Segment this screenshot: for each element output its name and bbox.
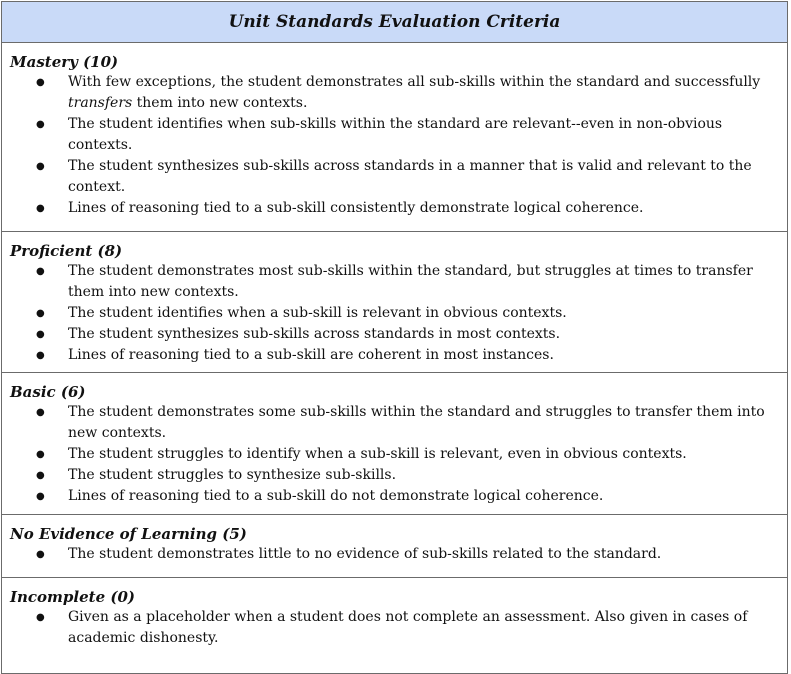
title-row bbox=[2, 2, 787, 43]
criteria-list-mastery bbox=[10, 72, 779, 219]
table-title: Unit Standards Evaluation Criteria bbox=[228, 12, 561, 32]
section-heading-no-evidence: No Evidence of Learning (5) bbox=[10, 525, 247, 543]
section-proficient bbox=[2, 232, 787, 373]
criterion-item: ● The student identifies when a sub-skill is relevant in obvious contexts. bbox=[10, 303, 779, 324]
criterion-item: ● The student synthesizes sub-skills across standards in a manner that is valid and relevant to the context. bbox=[10, 156, 779, 198]
criterion-item bbox=[10, 72, 779, 114]
rubric-table bbox=[1, 1, 788, 674]
criterion-item: ● Given as a placeholder when a student does not complete an assessment. Also given in cases of academic dishonesty. bbox=[10, 607, 779, 649]
section-no-evidence bbox=[2, 515, 787, 578]
section-heading-incomplete: Incomplete (0) bbox=[10, 588, 135, 606]
criterion-text-emphasis: transfers bbox=[68, 95, 133, 111]
criterion-item: ● The student demonstrates some sub-skills within the standard and struggles to transfer them into new contexts. bbox=[10, 402, 779, 444]
criterion-item: ● The student struggles to identify when a sub-skill is relevant, even in obvious contexts. bbox=[10, 444, 779, 465]
criterion-item: ● The student synthesizes sub-skills across standards in most contexts. bbox=[10, 324, 779, 345]
section-incomplete bbox=[2, 578, 787, 673]
section-heading-mastery: Mastery (10) bbox=[10, 53, 119, 71]
section-heading-basic: Basic (6) bbox=[10, 383, 86, 401]
criterion-item: ● The student struggles to synthesize sub-skills. bbox=[10, 465, 779, 486]
criterion-item: ● The student identifies when sub-skills within the standard are relevant--even in non-obvious contexts. bbox=[10, 114, 779, 156]
criteria-list-incomplete bbox=[10, 607, 779, 649]
criterion-item: ● The student demonstrates most sub-skills within the standard, but struggles at times to transfer them into new contexts. bbox=[10, 261, 779, 303]
criteria-list-proficient bbox=[10, 261, 779, 366]
criterion-item: ● Lines of reasoning tied to a sub-skill consistently demonstrate logical coherence. bbox=[10, 198, 779, 219]
section-mastery bbox=[2, 43, 787, 232]
criterion-text-post: them into new contexts. bbox=[132, 95, 308, 111]
criterion-text-pre: With few exceptions, the student demonstrates all sub-skills within the standard and successfully bbox=[68, 74, 761, 90]
criterion-item: ● Lines of reasoning tied to a sub-skill are coherent in most instances. bbox=[10, 345, 779, 366]
section-heading-proficient: Proficient (8) bbox=[10, 242, 123, 260]
criterion-item: ● The student demonstrates little to no evidence of sub-skills related to the standard. bbox=[10, 544, 779, 565]
criterion-item: ● Lines of reasoning tied to a sub-skill do not demonstrate logical coherence. bbox=[10, 486, 779, 507]
criteria-list-basic bbox=[10, 402, 779, 507]
criteria-list-no-evidence bbox=[10, 544, 779, 565]
section-basic bbox=[2, 373, 787, 515]
